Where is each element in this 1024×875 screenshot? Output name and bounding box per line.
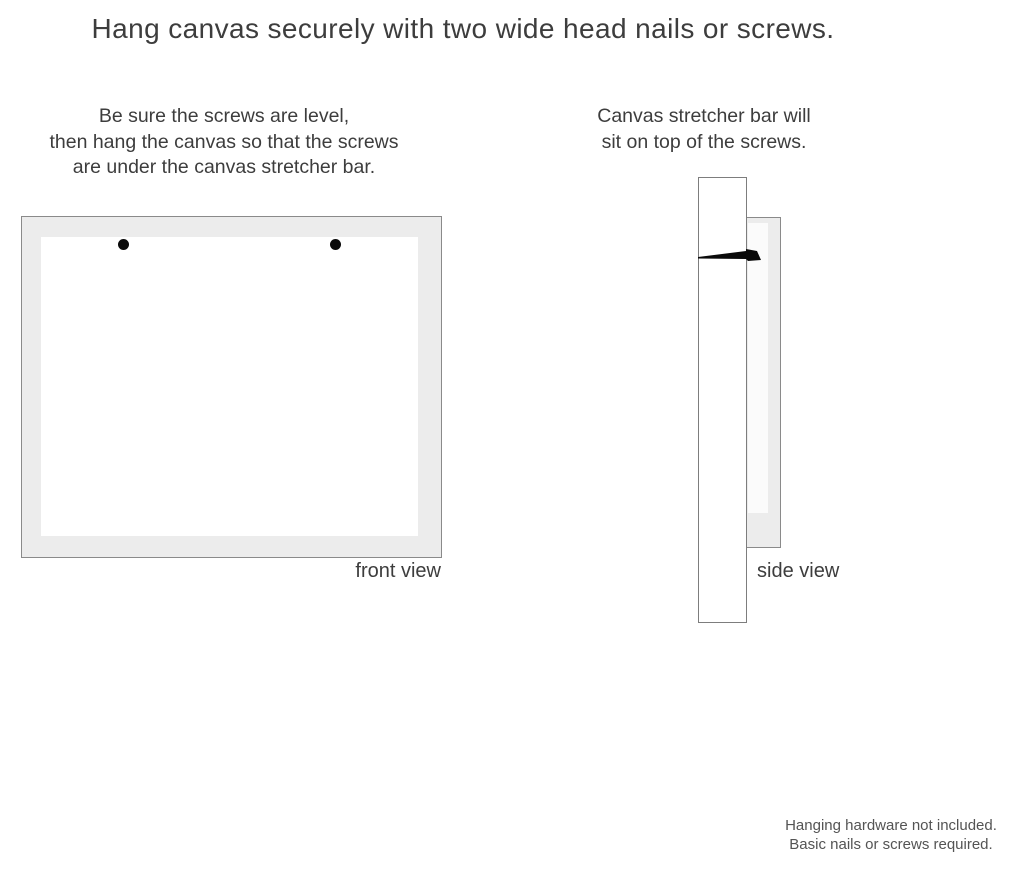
hardware-footnote: [758, 816, 1024, 854]
footnote-line: Basic nails or screws required.: [789, 836, 993, 853]
instruction-line: Canvas stretcher bar will: [597, 105, 811, 127]
front-view-label: front view: [355, 560, 441, 582]
instruction-line: then hang the canvas so that the screws: [49, 130, 399, 153]
instruction-line: Be sure the screws are level,: [98, 105, 350, 127]
nail-icon: [694, 244, 764, 266]
canvas-front-inner-area: [41, 237, 418, 536]
instruction-line: are under the canvas stretcher bar.: [72, 156, 376, 178]
screw-dot-right: [330, 239, 341, 250]
instruction-line: sit on top of the screws.: [601, 130, 807, 153]
canvas-side-inner-area: [748, 223, 768, 513]
canvas-front-view: [21, 216, 442, 558]
screw-dot-left: [118, 239, 129, 250]
side-view-label: side view: [757, 560, 840, 582]
instruction-side: [554, 104, 854, 155]
canvas-side-view: [745, 217, 781, 548]
instruction-front: [24, 104, 424, 181]
footnote-line: Hanging hardware not included.: [785, 817, 997, 834]
page-title: Hang canvas securely with two wide head nails or screws.: [91, 13, 835, 44]
